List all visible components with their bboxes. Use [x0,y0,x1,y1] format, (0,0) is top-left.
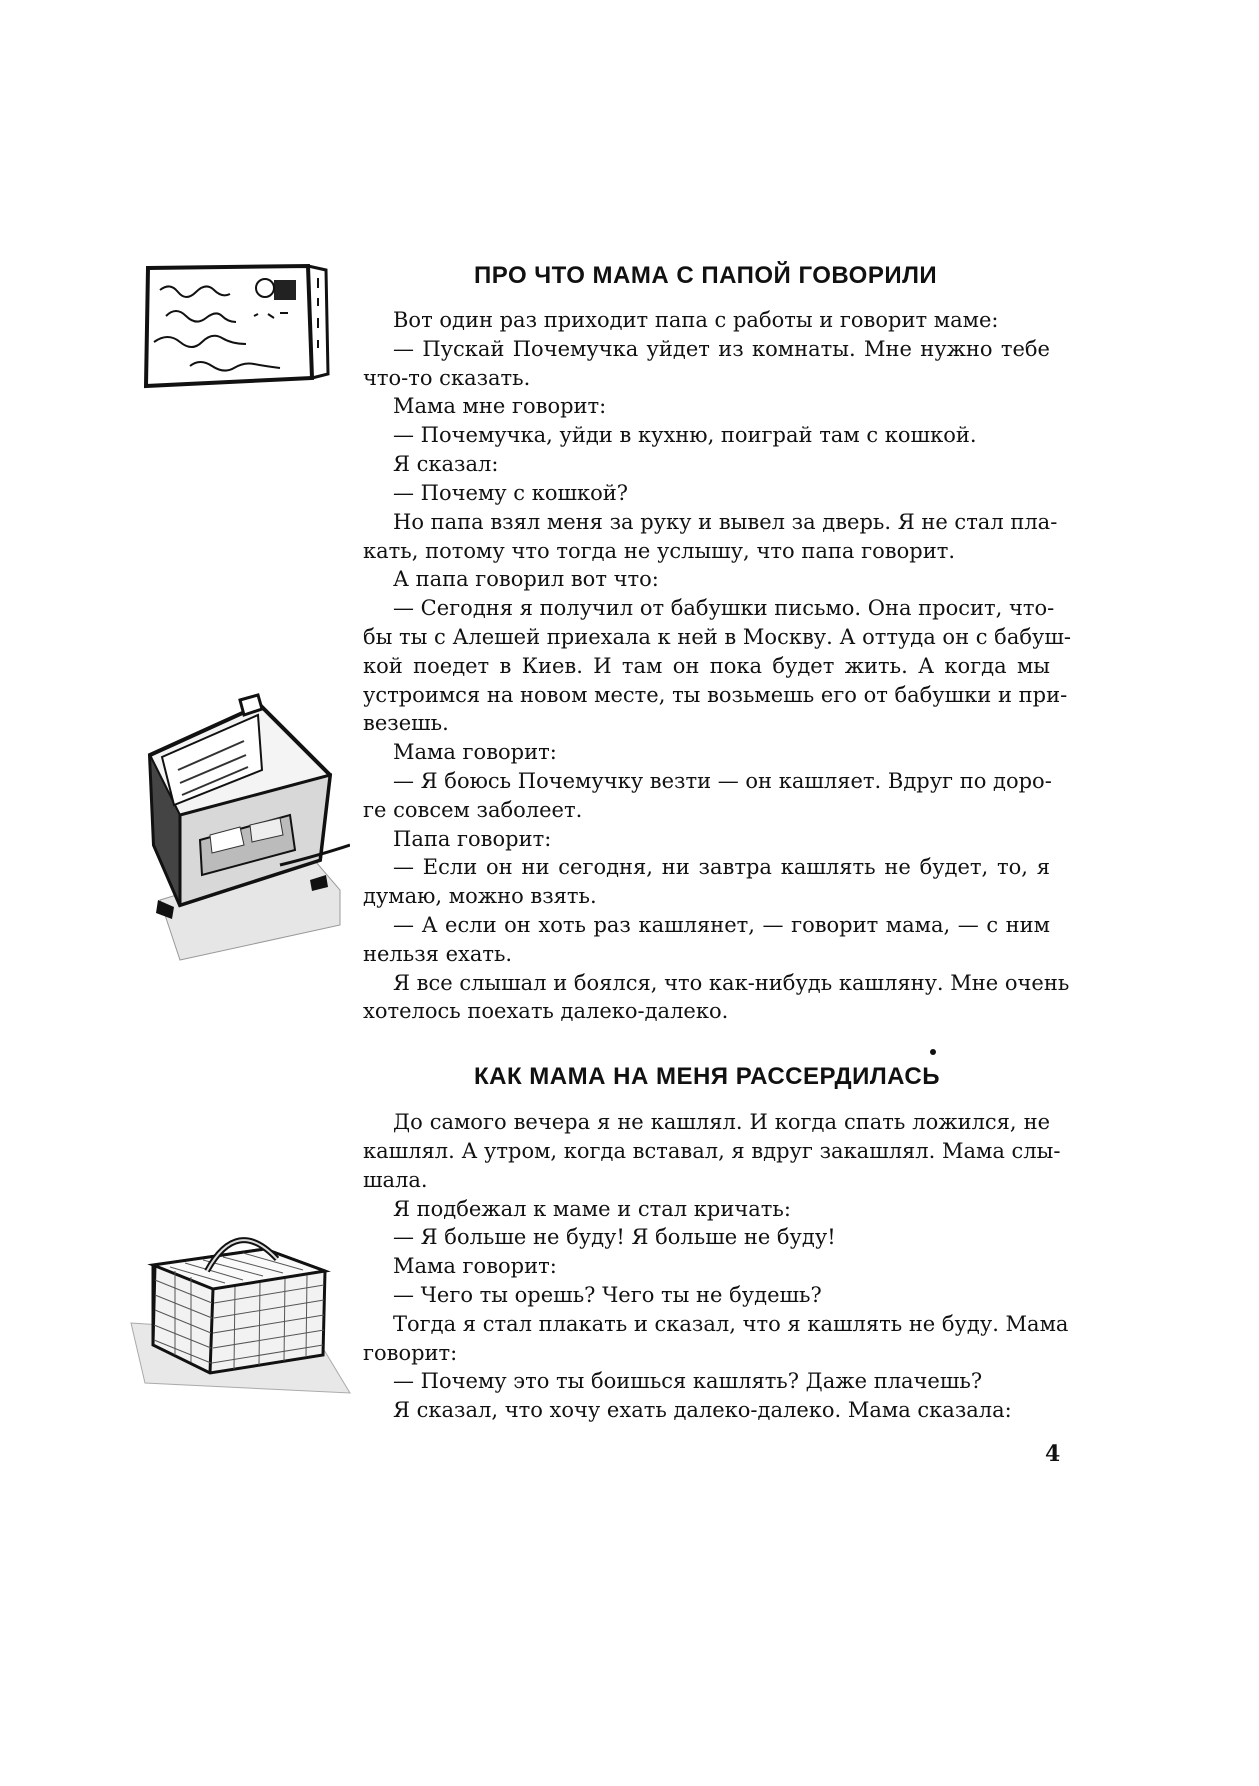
print-dot [930,1049,936,1055]
section1-line-12: бы ты с Алешей приехала к ней в Москву. А оттуда он с бабуш- [363,625,1071,649]
section1-line-10: А папа говорил вот что: [393,567,659,591]
section1-line-13: кой поедет в Киев. И там он пока будет жить. А когда мы [363,654,1050,678]
page-number: 4 [1045,1441,1061,1467]
section2-line-11: Я сказал, что хочу ехать далеко-далеко. Мама сказала: [393,1398,1012,1422]
section2-title: КАК МАМА НА МЕНЯ РАССЕРДИЛАСЬ [474,1063,940,1090]
section1-line-19: Папа говорит: [393,827,552,851]
section1-line-1: Вот один раз приходит папа с работы и говорит маме: [393,308,999,332]
section2-line-10: — Почему это ты боишься кашлять? Даже плачешь? [393,1369,983,1393]
section2-line-4: Я подбежал к маме и стал кричать: [393,1197,791,1221]
section1-line-3: что-то сказать. [363,366,531,390]
section2-line-1: До самого вечера я не кашлял. И когда спать ложился, не [393,1110,1050,1134]
section1-line-23: нельзя ехать. [363,942,513,966]
section2-line-7: — Чего ты орешь? Чего ты не будешь? [393,1283,822,1307]
section2-line-5: — Я больше не буду! Я больше не буду! [393,1225,836,1249]
section2-line-8: Тогда я стал плакать и сказал, что я кашлять не буду. Мама [393,1312,1069,1336]
section1-line-7: — Почему с кошкой? [393,481,629,505]
section1-line-17: — Я боюсь Почемучку везти — он кашляет. Вдруг по доро- [393,769,1052,793]
section1-line-5: — Почемучка, уйди в кухню, поиграй там с кошкой. [393,423,977,447]
section2-line-3: шала. [363,1168,428,1192]
section1-line-22: — А если он хоть раз кашлянет, — говорит мама, — с ним [393,913,1050,937]
section1-line-15: везешь. [363,711,449,735]
section1-line-6: Я сказал: [393,452,499,476]
envelope-illustration [140,258,340,398]
section1-line-11: — Сегодня я получил от бабушки письмо. Она просит, что- [393,596,1055,620]
wicker-basket-illustration [125,1205,355,1405]
section1-line-18: ге совсем заболеет. [363,798,583,822]
section1-line-20: — Если он ни сегодня, ни завтра кашлять не будет, то, я [393,855,1050,879]
section2-line-9: говорит: [363,1341,458,1365]
section1-line-24: Я все слышал и боялся, что как-нибудь кашляну. Мне очень [393,971,1070,995]
section1-line-21: думаю, можно взять. [363,884,597,908]
section1-line-4: Мама мне говорит: [393,394,607,418]
section1-line-2: — Пускай Почемучка уйдет из комнаты. Мне нужно тебе [393,337,1050,361]
section1-line-25: хотелось поехать далеко-далеко. [363,999,729,1023]
section1-line-8: Но папа взял меня за руку и вывел за дверь. Я не стал пла- [393,510,1058,534]
section1-line-16: Мама говорит: [393,740,557,764]
section2-line-6: Мама говорит: [393,1254,557,1278]
section1-title: ПРО ЧТО МАМА С ПАПОЙ ГОВОРИЛИ [474,262,938,289]
section1-line-9: кать, потому что тогда не услышу, что папа говорит. [363,539,955,563]
section2-line-2: кашлял. А утром, когда вставал, я вдруг закашлял. Мама слы- [363,1139,1061,1163]
section1-line-14: устроимся на новом месте, ты возьмешь его от бабушки и при- [363,683,1068,707]
open-suitcase-illustration [140,675,350,980]
